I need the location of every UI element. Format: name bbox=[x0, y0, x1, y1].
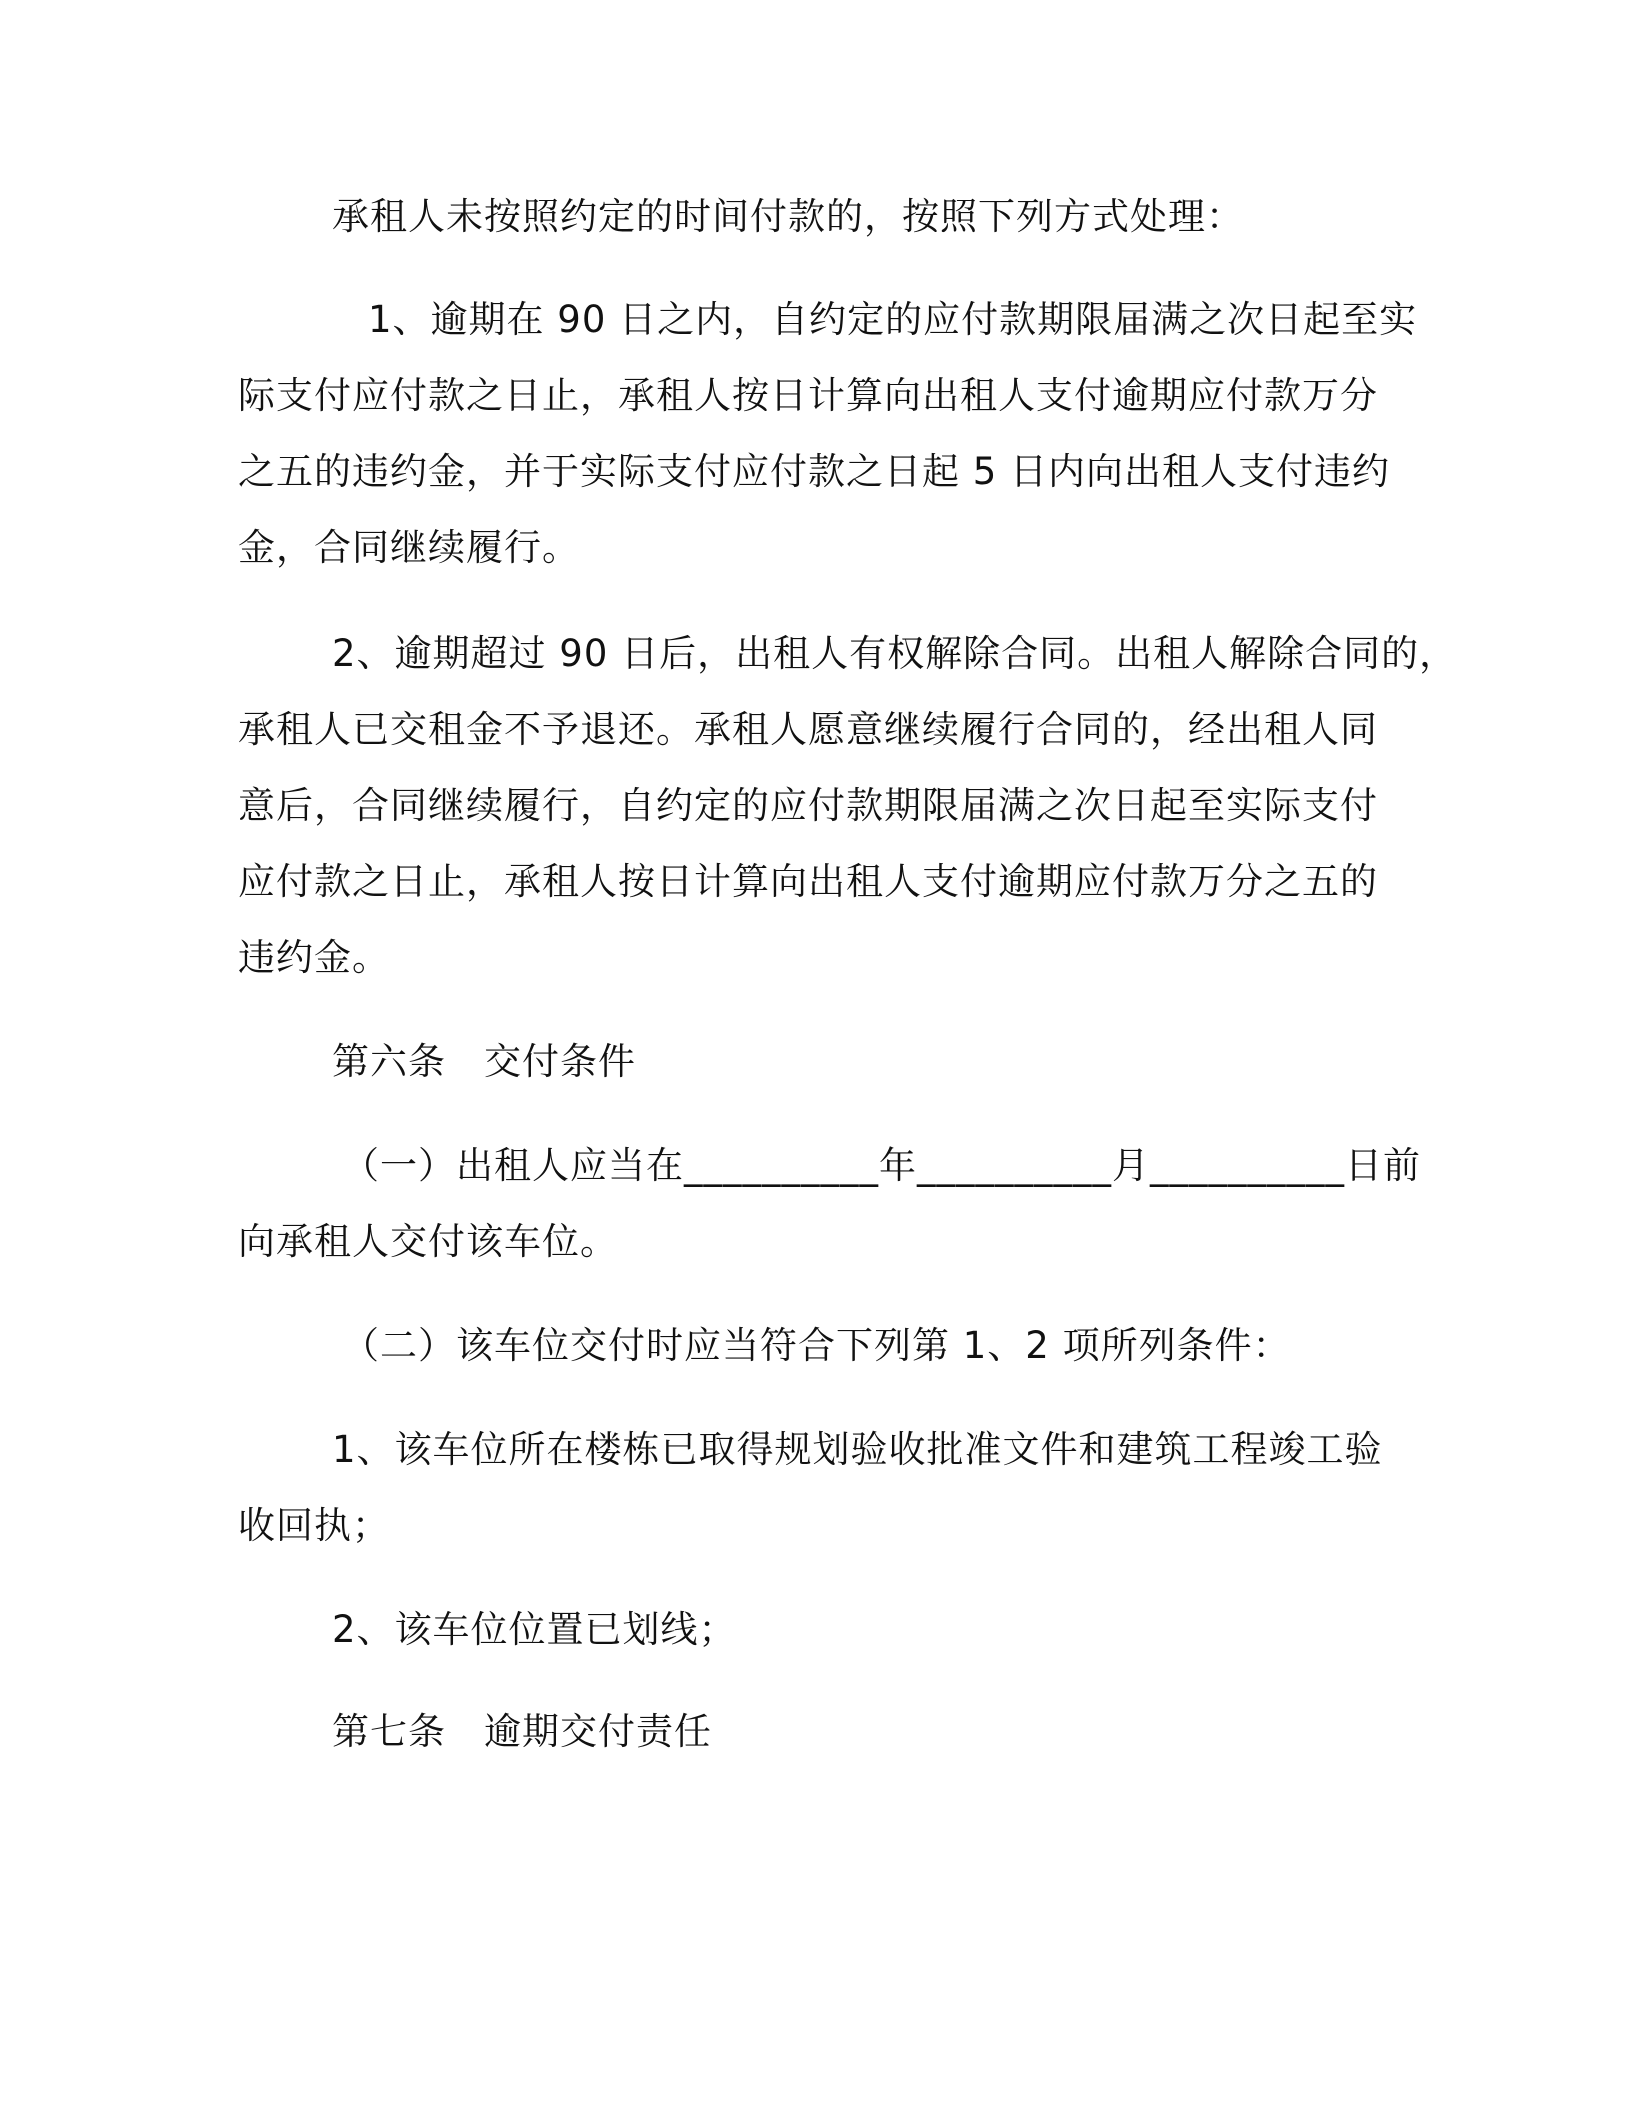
section-heading: 第七条 逾期交付责任 bbox=[332, 1710, 712, 1753]
text-line: 收回执； bbox=[238, 1504, 390, 1547]
text-line: 承租人已交租金不予退还。承租人愿意继续履行合同的，经出租人同 bbox=[238, 708, 1378, 751]
text-line: 向承租人交付该车位。 bbox=[238, 1220, 618, 1263]
text-line: 际支付应付款之日止，承租人按日计算向出租人支付逾期应付款万分 bbox=[238, 374, 1378, 417]
text-line: （一）出租人应当在__________年__________月__________日前 bbox=[342, 1144, 1421, 1187]
text-line: 之五的违约金，并于实际支付应付款之日起 5 日内向出租人支付违约 bbox=[238, 450, 1391, 493]
text-line: 应付款之日止，承租人按日计算向出租人支付逾期应付款万分之五的 bbox=[238, 860, 1378, 903]
text-line: 2、逾期超过 90 日后，出租人有权解除合同。出租人解除合同的， bbox=[332, 632, 1458, 675]
text-line: 1、该车位所在楼栋已取得规划验收批准文件和建筑工程竣工验 bbox=[332, 1428, 1383, 1471]
text-line: 金，合同继续履行。 bbox=[238, 526, 580, 569]
section-heading: 第六条 交付条件 bbox=[332, 1040, 636, 1083]
text-line: 违约金。 bbox=[238, 936, 390, 979]
text-line: 1、逾期在 90 日之内，自约定的应付款期限届满之次日起至实 bbox=[368, 298, 1418, 341]
text-line: 2、该车位位置已划线； bbox=[332, 1608, 737, 1651]
text-line: （二）该车位交付时应当符合下列第 1、2 项所列条件： bbox=[342, 1324, 1291, 1367]
text-line: 承租人未按照约定的时间付款的，按照下列方式处理： bbox=[332, 195, 1244, 238]
text-line: 意后，合同继续履行，自约定的应付款期限届满之次日起至实际支付 bbox=[238, 784, 1378, 827]
